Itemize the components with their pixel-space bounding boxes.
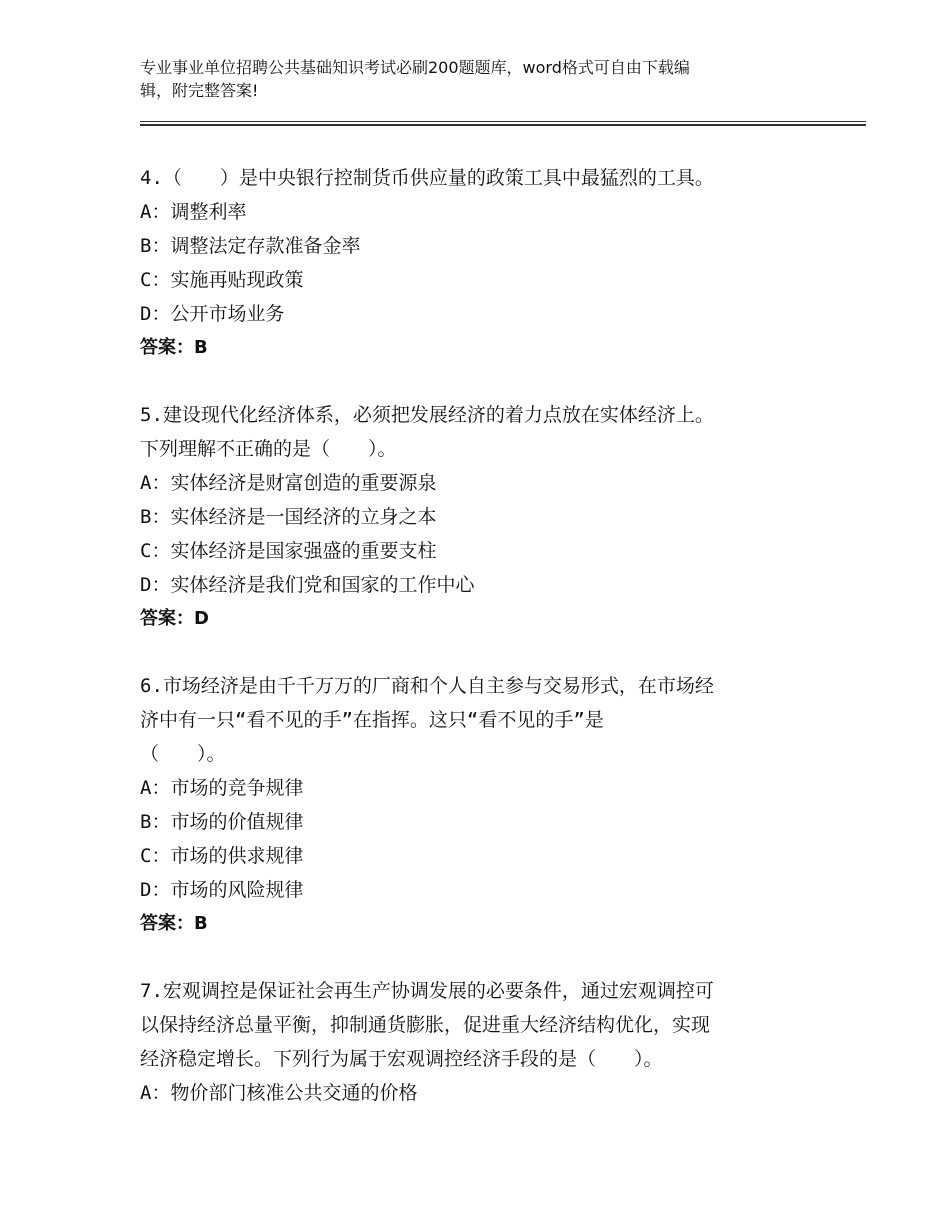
question-spacer	[140, 941, 840, 974]
question-4	[140, 161, 840, 365]
option-a: A：调整利率	[140, 201, 247, 223]
option-b: B：实体经济是一国经济的立身之本	[140, 506, 437, 528]
question-text: 下列理解不正确的是（ ）。	[140, 438, 397, 460]
question-text: 6.市场经济是由千千万万的厂商和个人自主参与交易形式，在市场经	[140, 675, 714, 697]
question-spacer	[140, 636, 840, 669]
header-line-2: 辑，附完整答案!	[140, 81, 259, 100]
header-divider-thick	[140, 124, 866, 126]
option-c: C：市场的供求规律	[140, 845, 304, 867]
option-b: B：调整法定存款准备金率	[140, 235, 361, 257]
answer-label: 答案：B	[140, 337, 208, 358]
question-6	[140, 669, 840, 941]
option-b: B：市场的价值规律	[140, 811, 304, 833]
option-a: A：物价部门核准公共交通的价格	[140, 1082, 418, 1104]
question-text: 以保持经济总量平衡，抑制通货膨胀，促进重大经济结构优化，实现	[140, 1014, 711, 1036]
question-text: 7.宏观调控是保证社会再生产协调发展的必要条件，通过宏观调控可	[140, 980, 714, 1002]
option-d: D：公开市场业务	[140, 303, 285, 325]
option-a: A：市场的竞争规律	[140, 777, 304, 799]
question-text: 经济稳定增长。下列行为属于宏观调控经济手段的是（ ）。	[140, 1048, 663, 1070]
question-7	[140, 974, 840, 1110]
option-d: D：市场的风险规律	[140, 879, 304, 901]
question-5	[140, 398, 840, 636]
answer-label: 答案：D	[140, 608, 209, 629]
header-line-1: 专业事业单位招聘公共基础知识考试必刷200题题库，word格式可自由下载编	[140, 58, 690, 77]
option-c: C：实施再贴现政策	[140, 269, 304, 291]
question-list	[140, 161, 840, 1110]
question-text: 济中有一只“看不见的手”在指挥。这只“看不见的手”是	[140, 709, 604, 731]
option-d: D：实体经济是我们党和国家的工作中心	[140, 574, 475, 596]
option-c: C：实体经济是国家强盛的重要支柱	[140, 540, 437, 562]
answer-label: 答案：B	[140, 913, 208, 934]
question-spacer	[140, 365, 840, 398]
question-text: 5.建设现代化经济体系，必须把发展经济的着力点放在实体经济上。	[140, 404, 714, 426]
header-divider-thin	[140, 121, 866, 122]
question-text: （ ）。	[140, 743, 226, 765]
question-text: 4.（ ）是中央银行控制货币供应量的政策工具中最猛烈的工具。	[140, 167, 714, 189]
document-header	[140, 56, 800, 102]
option-a: A：实体经济是财富创造的重要源泉	[140, 472, 437, 494]
